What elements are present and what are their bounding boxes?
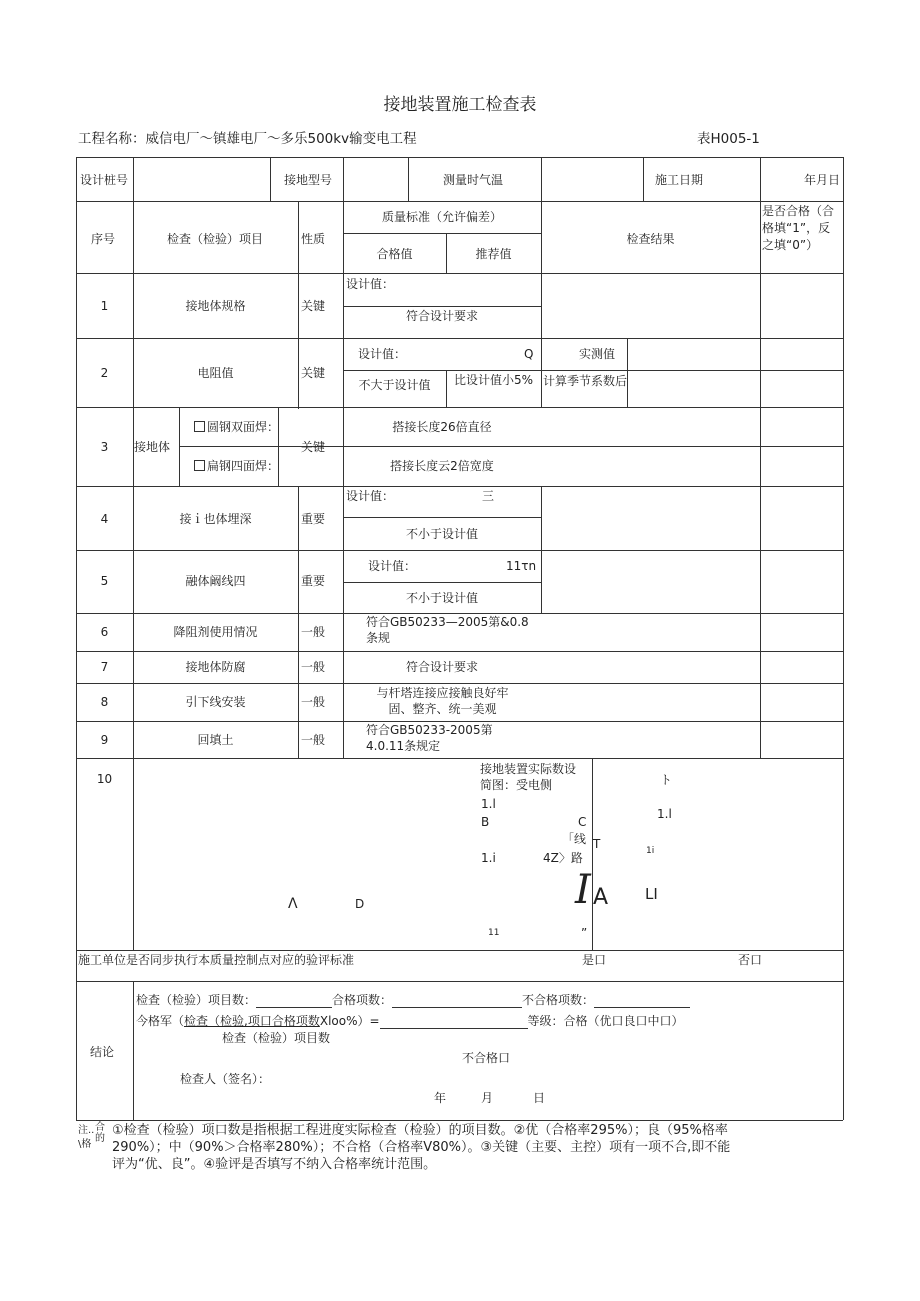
col-standard: 质量标准（允许偏差）: [381, 210, 502, 224]
weather-label: 测量时气温: [443, 173, 504, 187]
fail-count-field[interactable]: [594, 995, 690, 1008]
design-pile-label: 设计桩号: [80, 173, 129, 187]
sync-label: 施工单位是否同步执行本质量控制点对应的验评标准: [78, 953, 355, 967]
form-number: 表H005-1: [697, 131, 760, 147]
construction-date-label: 施工日期: [655, 173, 704, 187]
col-recommended: 推荐值: [475, 247, 512, 261]
sync-no[interactable]: 否口: [738, 953, 763, 967]
item-count-field[interactable]: [256, 995, 332, 1008]
col-nature: 性质: [301, 232, 326, 246]
sync-yes[interactable]: 是口: [582, 953, 607, 967]
project-name: 工程名称：威信电厂～镇雄电厂～多乐500kv输变电工程: [78, 131, 417, 147]
page-title: 接地装置施工检查表: [383, 95, 537, 115]
col-seq: 序号: [91, 232, 116, 246]
col-pass-value: 合格值: [376, 247, 413, 261]
col-result: 检查结果: [626, 232, 675, 246]
pass-rate-field[interactable]: [380, 1016, 528, 1029]
date-value: 年月日: [804, 173, 841, 187]
ground-type-label: 接地型号: [284, 173, 333, 187]
checkbox-icon[interactable]: [194, 421, 205, 432]
col-item: 检查（检验）项目: [167, 232, 264, 246]
col-pass-flag: 是否合格（合格填“1”，反之填“0”）: [762, 204, 835, 252]
checkbox-icon[interactable]: [194, 460, 205, 471]
pass-count-field[interactable]: [392, 995, 522, 1008]
